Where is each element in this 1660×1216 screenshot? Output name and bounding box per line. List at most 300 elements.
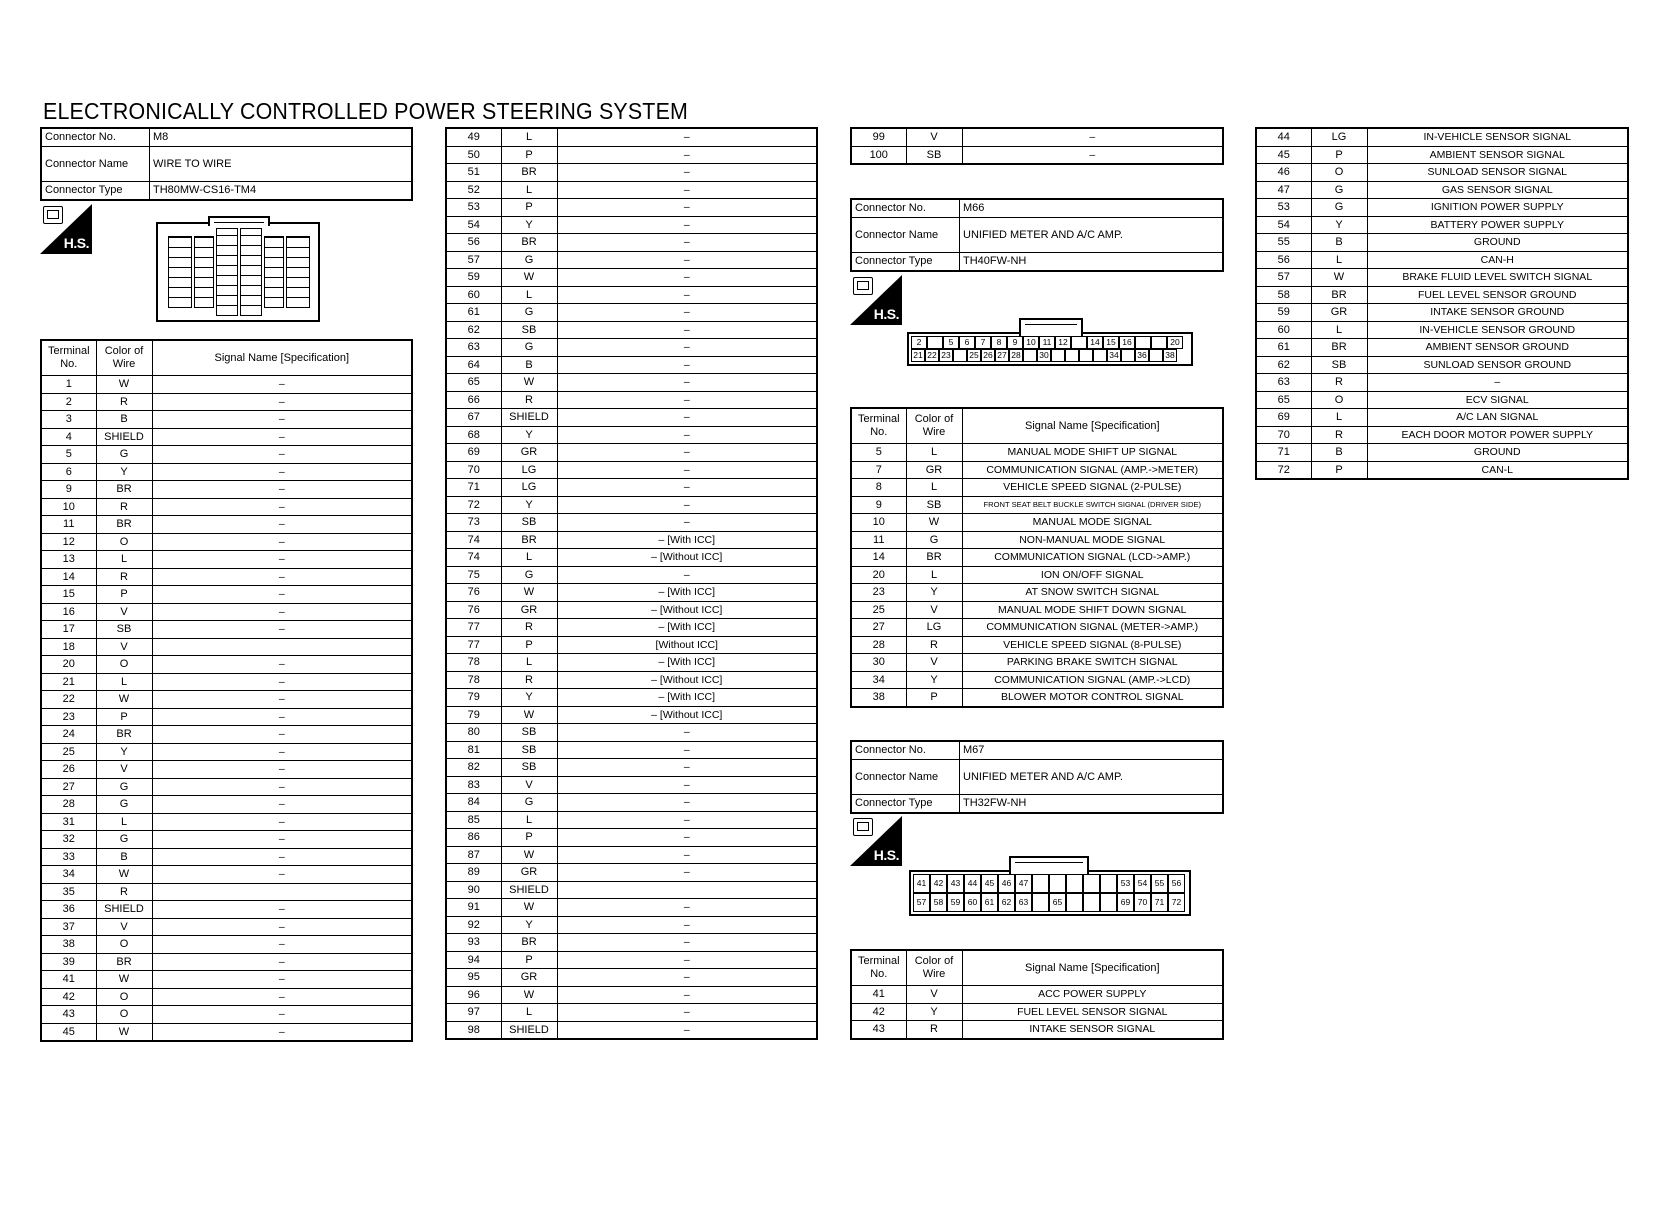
- terminal-cell: 52: [446, 181, 501, 199]
- terminal-cell: 62: [446, 321, 501, 339]
- table-row: [1256, 216, 1628, 234]
- wire-color-cell: Y: [96, 463, 152, 481]
- table-row: [446, 601, 817, 619]
- table-row: [1256, 339, 1628, 357]
- terminal-cell: 14: [851, 549, 906, 567]
- m8-pin-table-3: [850, 127, 1224, 165]
- table-row: [41, 813, 412, 831]
- signal-cell: VEHICLE SPEED SIGNAL (8-PULSE): [962, 636, 1223, 654]
- terminal-cell: 73: [446, 514, 501, 532]
- table-row: [41, 901, 412, 919]
- terminal-cell: 100: [851, 146, 906, 164]
- terminal-cell: 86: [446, 829, 501, 847]
- terminal-cavity: [1071, 336, 1087, 349]
- signal-cell: –: [152, 691, 412, 709]
- wire-color-cell: O: [1311, 164, 1367, 182]
- wire-color-cell: Y: [906, 584, 962, 602]
- hs-label: H.S.: [63, 235, 89, 251]
- table-row: [446, 444, 817, 462]
- terminal-cell: 11: [41, 516, 96, 534]
- table-row: [446, 128, 817, 146]
- terminal-cavity: [1023, 349, 1037, 362]
- terminal-cavity: 58: [930, 893, 947, 912]
- connector-no-value: M67: [960, 741, 1224, 760]
- terminal-cell: 72: [1256, 461, 1311, 479]
- terminal-cell: 42: [41, 988, 96, 1006]
- wire-color-cell: P: [906, 689, 962, 707]
- wire-color-cell: G: [96, 831, 152, 849]
- signal-cell: NON-MANUAL MODE SIGNAL: [962, 531, 1223, 549]
- table-row: [41, 1006, 412, 1024]
- signal-cell: –: [557, 566, 817, 584]
- terminal-cavity: 41: [913, 874, 930, 893]
- signal-cell: –: [152, 918, 412, 936]
- terminal-cell: 74: [446, 531, 501, 549]
- m8-connector-info: [40, 127, 413, 201]
- m8-pin-table-2: [445, 127, 818, 1040]
- terminal-cell: 23: [41, 708, 96, 726]
- signal-cell: –: [557, 951, 817, 969]
- signal-cell: GROUND: [1367, 234, 1628, 252]
- wire-color-cell: Y: [1311, 216, 1367, 234]
- wire-color-cell: B: [96, 411, 152, 429]
- signal-cell: – [With ICC]: [557, 531, 817, 549]
- color-of-wire-header: Color of Wire: [906, 950, 962, 986]
- wire-color-cell: SB: [501, 741, 557, 759]
- terminal-cavity: 42: [930, 874, 947, 893]
- signal-cell: –: [152, 761, 412, 779]
- signal-cell: –: [557, 986, 817, 1004]
- connector-no-label: Connector No.: [851, 199, 960, 218]
- table-row: [446, 391, 817, 409]
- terminal-cell: 25: [41, 743, 96, 761]
- wire-color-cell: R: [96, 498, 152, 516]
- table-row: [446, 409, 817, 427]
- table-row: [851, 584, 1223, 602]
- wire-color-cell: G: [501, 304, 557, 322]
- terminal-cell: 37: [41, 918, 96, 936]
- terminal-cavity: 14: [1087, 336, 1103, 349]
- table-row: [446, 269, 817, 287]
- signal-cell: –: [557, 146, 817, 164]
- signal-cell: A/C LAN SIGNAL: [1367, 409, 1628, 427]
- table-row: [446, 356, 817, 374]
- terminal-cell: 64: [446, 356, 501, 374]
- signal-cell: IN-VEHICLE SENSOR SIGNAL: [1367, 128, 1628, 146]
- terminal-cavity: [927, 336, 943, 349]
- terminal-cavity: 26: [981, 349, 995, 362]
- wire-color-cell: R: [1311, 426, 1367, 444]
- connector-type-value: TH80MW-CS16-TM4: [150, 182, 413, 201]
- terminal-cavity: [1100, 874, 1117, 893]
- signal-cell: –: [557, 234, 817, 252]
- table-row: [41, 481, 412, 499]
- signal-cell: MANUAL MODE SHIFT DOWN SIGNAL: [962, 601, 1223, 619]
- terminal-cell: 82: [446, 759, 501, 777]
- terminal-cavity: 21: [911, 349, 925, 362]
- signal-cell: FUEL LEVEL SENSOR SIGNAL: [962, 1003, 1223, 1021]
- terminal-cell: 45: [1256, 146, 1311, 164]
- table-row: [851, 549, 1223, 567]
- signal-cell: –: [557, 514, 817, 532]
- wire-color-cell: W: [96, 971, 152, 989]
- wire-color-cell: SB: [501, 759, 557, 777]
- table-row: [446, 811, 817, 829]
- terminal-cell: 10: [851, 514, 906, 532]
- signal-cell: –: [557, 304, 817, 322]
- terminal-cell: 57: [446, 251, 501, 269]
- terminal-cavity: 10: [1023, 336, 1039, 349]
- signal-cell: –: [152, 866, 412, 884]
- terminal-cell: 33: [41, 848, 96, 866]
- table-row: [41, 533, 412, 551]
- terminal-cell: 14: [41, 568, 96, 586]
- signal-cell: –: [557, 1004, 817, 1022]
- terminal-cell: 24: [41, 726, 96, 744]
- signal-cell: MANUAL MODE SHIFT UP SIGNAL: [962, 444, 1223, 462]
- table-row: [446, 286, 817, 304]
- wire-color-cell: G: [501, 339, 557, 357]
- wire-color-cell: BR: [1311, 339, 1367, 357]
- table-row: [851, 689, 1223, 707]
- wire-color-cell: SB: [906, 146, 962, 164]
- terminal-cell: 30: [851, 654, 906, 672]
- wire-color-cell: V: [96, 638, 152, 656]
- signal-cell: –: [152, 463, 412, 481]
- terminal-cavity: 25: [967, 349, 981, 362]
- terminal-cavity: [1079, 349, 1093, 362]
- wire-color-cell: BR: [501, 164, 557, 182]
- terminal-cell: 20: [41, 656, 96, 674]
- terminal-cell: 70: [1256, 426, 1311, 444]
- terminal-cell: 31: [41, 813, 96, 831]
- signal-cell: SUNLOAD SENSOR SIGNAL: [1367, 164, 1628, 182]
- terminal-cell: 54: [1256, 216, 1311, 234]
- terminal-cell: 36: [41, 901, 96, 919]
- terminal-cell: 25: [851, 601, 906, 619]
- table-row: [446, 654, 817, 672]
- wire-color-cell: W: [501, 584, 557, 602]
- terminal-cell: 43: [851, 1021, 906, 1039]
- terminal-cell: 27: [851, 619, 906, 637]
- signal-cell: –: [152, 411, 412, 429]
- wire-color-cell: L: [906, 444, 962, 462]
- table-row: [446, 461, 817, 479]
- wire-color-cell: L: [501, 654, 557, 672]
- signal-cell: – [Without ICC]: [557, 706, 817, 724]
- terminal-cell: 59: [1256, 304, 1311, 322]
- signal-name-header: Signal Name [Specification]: [962, 950, 1223, 986]
- m67-pin-table-1: [850, 949, 1224, 1040]
- terminal-cavity: 38: [1163, 349, 1177, 362]
- wire-color-cell: L: [1311, 251, 1367, 269]
- table-row: [446, 566, 817, 584]
- terminal-cavity: 6: [959, 336, 975, 349]
- terminal-cavity: 63: [1015, 893, 1032, 912]
- signal-cell: – [With ICC]: [557, 584, 817, 602]
- signal-cell: –: [557, 1021, 817, 1039]
- wire-color-cell: LG: [1311, 128, 1367, 146]
- terminal-cell: 98: [446, 1021, 501, 1039]
- wire-color-cell: SHIELD: [501, 409, 557, 427]
- wire-color-cell: BR: [96, 481, 152, 499]
- wire-color-cell: BR: [96, 953, 152, 971]
- terminal-cell: 77: [446, 636, 501, 654]
- table-row: [446, 216, 817, 234]
- harness-side-icon: [40, 204, 92, 254]
- connector-name-value: UNIFIED METER AND A/C AMP.: [960, 218, 1224, 253]
- wire-color-cell: R: [906, 636, 962, 654]
- signal-cell: –: [557, 916, 817, 934]
- wire-color-cell: L: [96, 673, 152, 691]
- signal-cell: –: [557, 216, 817, 234]
- signal-cell: –: [152, 743, 412, 761]
- terminal-cavity: 61: [981, 893, 998, 912]
- table-row: [41, 883, 412, 901]
- terminal-cavity: 57: [913, 893, 930, 912]
- table-row: [446, 934, 817, 952]
- signal-cell: – [With ICC]: [557, 654, 817, 672]
- m67-connector-face: [909, 870, 1191, 916]
- wire-color-cell: W: [501, 269, 557, 287]
- signal-cell: –: [557, 794, 817, 812]
- terminal-cell: 65: [1256, 391, 1311, 409]
- wire-color-cell: G: [1311, 199, 1367, 217]
- wire-color-cell: SB: [1311, 356, 1367, 374]
- hs-label: H.S.: [873, 847, 899, 863]
- terminal-cell: 7: [851, 461, 906, 479]
- table-row: [851, 444, 1223, 462]
- wire-color-cell: Y: [501, 216, 557, 234]
- table-row: [851, 479, 1223, 497]
- terminal-cavity: 34: [1107, 349, 1121, 362]
- signal-cell: –: [557, 969, 817, 987]
- signal-cell: –: [557, 776, 817, 794]
- table-row: [41, 463, 412, 481]
- terminal-cavity: 70: [1134, 893, 1151, 912]
- table-row: [446, 1021, 817, 1039]
- signal-cell: CAN-H: [1367, 251, 1628, 269]
- signal-cell: INTAKE SENSOR GROUND: [1367, 304, 1628, 322]
- signal-cell: –: [557, 461, 817, 479]
- signal-cell: GAS SENSOR SIGNAL: [1367, 181, 1628, 199]
- wire-color-cell: V: [501, 776, 557, 794]
- terminal-cavity: [1066, 893, 1083, 912]
- wire-color-cell: SB: [501, 724, 557, 742]
- terminal-cavity: 72: [1168, 893, 1185, 912]
- table-row: [41, 743, 412, 761]
- table-row: [446, 339, 817, 357]
- table-row: [446, 164, 817, 182]
- signal-cell: –: [557, 339, 817, 357]
- wire-color-cell: P: [1311, 461, 1367, 479]
- wire-color-cell: G: [906, 531, 962, 549]
- signal-cell: –: [557, 496, 817, 514]
- wire-color-cell: L: [96, 813, 152, 831]
- table-row: [446, 759, 817, 777]
- terminal-cavity: 22: [925, 349, 939, 362]
- terminal-cell: 61: [1256, 339, 1311, 357]
- m67-connector-info: [850, 740, 1224, 814]
- table-row: [1256, 321, 1628, 339]
- signal-cell: –: [557, 811, 817, 829]
- connector-name-label: Connector Name: [851, 218, 960, 253]
- table-row: [446, 969, 817, 987]
- table-row: [851, 619, 1223, 637]
- wire-color-cell: W: [96, 866, 152, 884]
- terminal-cavity: 46: [998, 874, 1015, 893]
- connector-type-label: Connector Type: [41, 182, 150, 201]
- signal-cell: [557, 881, 817, 899]
- wire-color-cell: W: [501, 899, 557, 917]
- terminal-cell: 95: [446, 969, 501, 987]
- table-row: [41, 918, 412, 936]
- wire-color-cell: BR: [501, 934, 557, 952]
- signal-cell: AMBIENT SENSOR GROUND: [1367, 339, 1628, 357]
- table-row: [446, 741, 817, 759]
- terminal-cavity: 65: [1049, 893, 1066, 912]
- wire-color-cell: G: [501, 566, 557, 584]
- table-row: [41, 796, 412, 814]
- table-row: [446, 234, 817, 252]
- terminal-cavity: 55: [1151, 874, 1168, 893]
- signal-cell: – [With ICC]: [557, 619, 817, 637]
- wire-color-cell: R: [501, 391, 557, 409]
- terminal-cell: 80: [446, 724, 501, 742]
- terminal-cavity: [1065, 349, 1079, 362]
- terminal-cell: 41: [41, 971, 96, 989]
- wire-color-cell: O: [96, 656, 152, 674]
- signal-cell: COMMUNICATION SIGNAL (LCD->AMP.): [962, 549, 1223, 567]
- wire-color-cell: R: [906, 1021, 962, 1039]
- terminal-cavity: 27: [995, 349, 1009, 362]
- wire-color-cell: GR: [501, 601, 557, 619]
- harness-side-icon: [850, 275, 902, 325]
- wire-color-cell: BR: [501, 234, 557, 252]
- table-row: [1256, 444, 1628, 462]
- signal-cell: – [With ICC]: [557, 689, 817, 707]
- m66-connector-info: [850, 198, 1224, 272]
- terminal-cavity: 36: [1135, 349, 1149, 362]
- wire-color-cell: L: [501, 811, 557, 829]
- table-row: [851, 566, 1223, 584]
- terminal-cell: 32: [41, 831, 96, 849]
- harness-side-icon: [850, 816, 902, 866]
- wire-color-cell: SHIELD: [501, 1021, 557, 1039]
- wire-color-cell: R: [96, 568, 152, 586]
- signal-cell: –: [557, 356, 817, 374]
- terminal-cavity: 20: [1167, 336, 1183, 349]
- table-row: [1256, 199, 1628, 217]
- table-row: [41, 516, 412, 534]
- terminal-cell: 44: [1256, 128, 1311, 146]
- wire-color-cell: B: [96, 848, 152, 866]
- table-row: [1256, 269, 1628, 287]
- signal-cell: –: [557, 409, 817, 427]
- wire-color-cell: P: [96, 586, 152, 604]
- terminal-cavity: [1100, 893, 1117, 912]
- terminal-cavity: 62: [998, 893, 1015, 912]
- terminal-cell: 77: [446, 619, 501, 637]
- wire-color-cell: G: [96, 796, 152, 814]
- wire-color-cell: L: [906, 566, 962, 584]
- table-row: [41, 761, 412, 779]
- table-row: [41, 621, 412, 639]
- terminal-cavity: 60: [964, 893, 981, 912]
- signal-cell: –: [557, 181, 817, 199]
- terminal-cell: 76: [446, 584, 501, 602]
- connector-name-label: Connector Name: [851, 760, 960, 795]
- signal-cell: COMMUNICATION SIGNAL (METER->AMP.): [962, 619, 1223, 637]
- table-row: [851, 146, 1223, 164]
- table-row: [1256, 391, 1628, 409]
- signal-cell: – [Without ICC]: [557, 671, 817, 689]
- table-row: [446, 794, 817, 812]
- signal-cell: –: [152, 551, 412, 569]
- wire-color-cell: SB: [96, 621, 152, 639]
- table-row: [1256, 286, 1628, 304]
- terminal-cell: 72: [446, 496, 501, 514]
- table-row: [1256, 251, 1628, 269]
- signal-cell: –: [152, 533, 412, 551]
- signal-cell: [Without ICC]: [557, 636, 817, 654]
- terminal-cell: 23: [851, 584, 906, 602]
- terminal-cavity: 59: [947, 893, 964, 912]
- terminal-cell: 74: [446, 549, 501, 567]
- terminal-cell: 53: [446, 199, 501, 217]
- wire-color-cell: L: [501, 128, 557, 146]
- table-row: [446, 724, 817, 742]
- table-row: [41, 848, 412, 866]
- signal-cell: MANUAL MODE SIGNAL: [962, 514, 1223, 532]
- signal-cell: SUNLOAD SENSOR GROUND: [1367, 356, 1628, 374]
- table-row: [851, 986, 1223, 1004]
- table-row: [41, 971, 412, 989]
- wire-color-cell: W: [501, 374, 557, 392]
- terminal-no-header: Terminal No.: [41, 340, 96, 376]
- wire-color-cell: P: [501, 199, 557, 217]
- terminal-cell: 10: [41, 498, 96, 516]
- terminal-cell: 43: [41, 1006, 96, 1024]
- signal-cell: BLOWER MOTOR CONTROL SIGNAL: [962, 689, 1223, 707]
- terminal-cell: 78: [446, 654, 501, 672]
- terminal-cavity: [1049, 874, 1066, 893]
- signal-cell: –: [152, 726, 412, 744]
- wire-color-cell: SHIELD: [96, 901, 152, 919]
- table-row: [446, 829, 817, 847]
- terminal-cavity: [1032, 893, 1049, 912]
- connector-no-label: Connector No.: [41, 128, 150, 147]
- wire-color-cell: GR: [501, 444, 557, 462]
- table-row: [41, 586, 412, 604]
- wire-color-cell: LG: [501, 479, 557, 497]
- wire-color-cell: W: [1311, 269, 1367, 287]
- terminal-cell: 56: [446, 234, 501, 252]
- signal-cell: –: [557, 128, 817, 146]
- terminal-cell: 60: [1256, 321, 1311, 339]
- terminal-cell: 9: [851, 496, 906, 514]
- wire-color-cell: R: [96, 393, 152, 411]
- signal-cell: –: [557, 724, 817, 742]
- wire-color-cell: V: [906, 128, 962, 146]
- table-row: [1256, 181, 1628, 199]
- wire-color-cell: Y: [501, 689, 557, 707]
- terminal-cell: 66: [446, 391, 501, 409]
- table-row: [446, 584, 817, 602]
- wire-color-cell: V: [906, 986, 962, 1004]
- signal-cell: –: [557, 829, 817, 847]
- terminal-cell: 85: [446, 811, 501, 829]
